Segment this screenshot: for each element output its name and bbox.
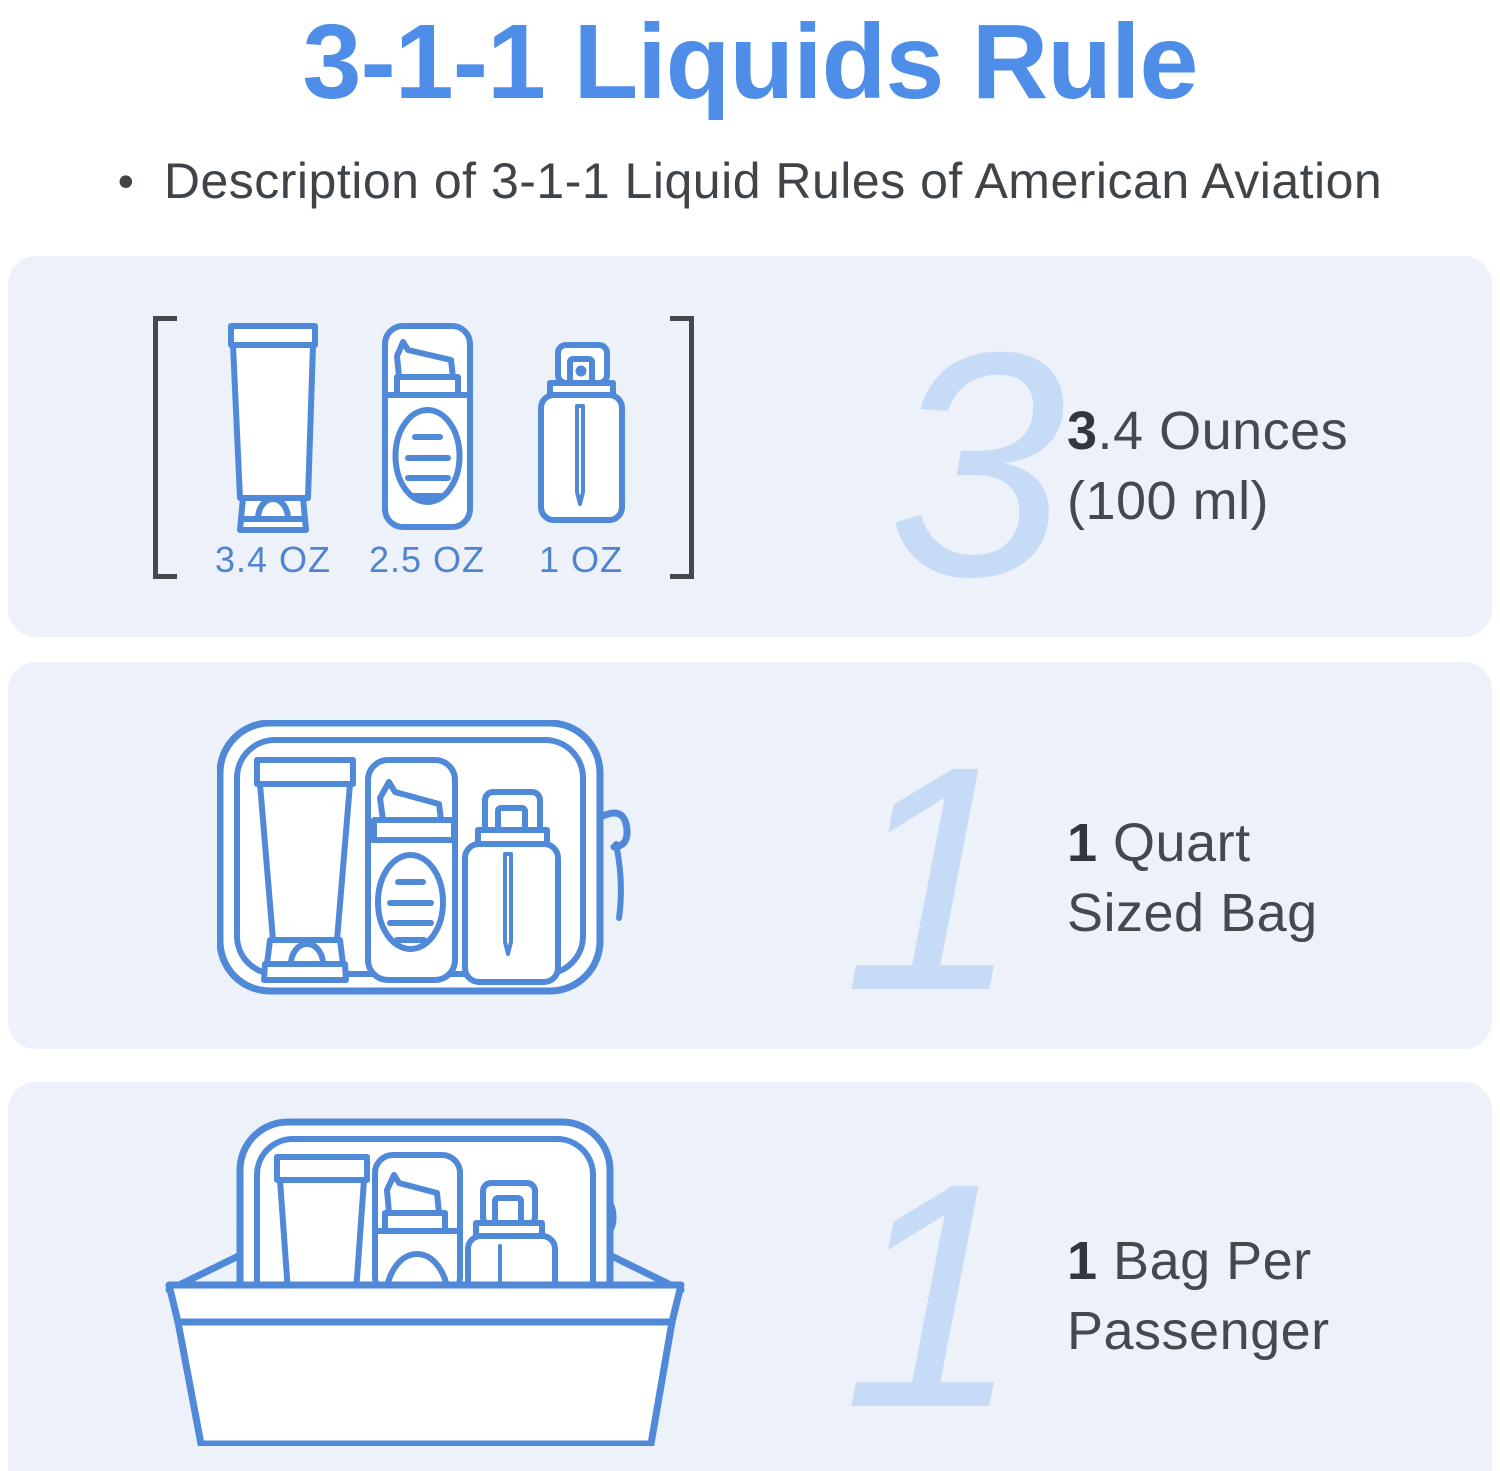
rule-text-ounces: 3.4 Ounces (100 ml) <box>1067 401 1349 531</box>
section-card-max-size <box>8 256 1492 643</box>
toiletry-bag-icon <box>217 720 637 1000</box>
spray-bottle-icon <box>538 342 625 524</box>
size-label-pump: 2.5 OZ <box>368 539 486 580</box>
bullet-icon: • <box>117 155 134 207</box>
section-card-per-passenger <box>8 1082 1492 1471</box>
rule-text-quart-bag: 1 Quart Sized Bag <box>1067 813 1318 943</box>
pump-bottle-icon <box>382 323 473 530</box>
bracket-left-icon <box>153 316 177 579</box>
size-label-spray: 1 OZ <box>538 539 623 580</box>
description-row <box>0 152 1500 210</box>
bag-in-bin-icon <box>165 1100 685 1446</box>
description-text: Description of 3-1-1 Liquid Rules of American Aviation <box>163 153 1383 209</box>
section-card-quart-bag <box>8 662 1492 1057</box>
squeeze-tube-icon <box>228 323 318 533</box>
big-numeral-1: 1 <box>843 1116 1021 1471</box>
size-label-tube: 3.4 OZ <box>214 539 332 580</box>
bracket-right-icon <box>670 316 694 579</box>
big-numeral-1: 1 <box>843 699 1021 1057</box>
page-title: 3-1-1 Liquids Rule <box>302 3 1198 121</box>
rule-text-per-passenger: 1 Bag Per Passenger <box>1067 1231 1330 1361</box>
big-numeral-3: 3 <box>888 285 1066 643</box>
